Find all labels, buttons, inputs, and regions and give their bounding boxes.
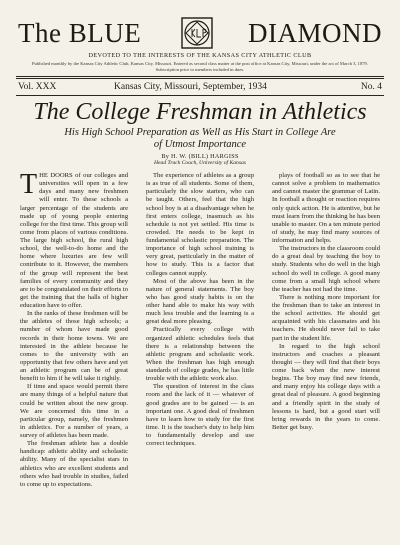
divider <box>16 78 384 79</box>
paragraph: In regard to the high school instructors and coaches a pleasant thought — they will find that their boys come back when the new interest begins. The boy may find new friends, and many enjoy his college days with a great deal of pleasure. A good beginning and a friendly spirit in the study of lessons is hard, but a good start will bring rewards in the years to come. Better get busy. <box>272 342 380 431</box>
paragraph: The freshman athlete has a double handicap: athletic ability and scholastic ability. Many of the specialist stars in athletics who are excellent students and others who had trouble in studies, failed to come up to expectations. <box>20 440 128 488</box>
article-title: The College Freshman in Athletics <box>33 99 367 125</box>
paragraph: The experience of athletes as a group is as true of all students. Some of them, particularly the slow starters, who can be taught. Others, feel that the high school boy is at a disadvantage when he first enters college, inasmuch as his schedule is not yet settled. His time is crowded. He needs to be kept in fundamental scholastic preparation. The importance of high school training is very great, particularly in the matter of how to study. This is a factor that colleges cannot supply. <box>146 172 254 277</box>
paragraph: The question of interest in the class room and the lack of it — whatever of good grades are to be gained — is an important one. A good deal of freshmen have to learn how to study for the first time. It is the teacher's duty to help him to fundamentally develop and use correct techniques. <box>146 383 254 448</box>
masthead-title-right: DIAMOND <box>248 18 382 48</box>
paragraph: plays of football so as to see that he cannot solve a problem in mathematics and cannot master the grammar of Latin. In football a thought or reaction requires only quick action. He is attentive, but he must learn from the thinking he has been unable to master. On a ten minute period of study, he may find many sources of information and helps. <box>272 172 380 244</box>
article-column-3 <box>272 172 380 538</box>
paragraph: If time and space would permit there are many things of a helpful nature that could be written about the new group. We are concerned this time in a particular group, namely, the freshmen in athletics. For a number of years, a survey of athletes has been made. <box>20 383 128 439</box>
masthead <box>18 16 382 50</box>
paragraph: There is nothing more important for the freshman than to take an interest in the school activities. He should get acquainted with his classmates and his teachers. He should never fail to take part in the student life. <box>272 293 380 342</box>
divider <box>16 95 384 96</box>
paragraph: In the ranks of these freshmen will be the athletes of those high schools; a number of whom have made good records in their home towns. We are interested in the athlete because he comes to the university with an opportunity that few others have and yet an athletic program can be of great benefit to him if he will take it rightly. <box>20 310 128 383</box>
publication-note: Published monthly by the Kansas City Athletic Club, Kansas City, Missouri. Entered as second class matter at the post office at Kansas City, Missouri, under the act of March 3, 1879. Subscription price to members included in dues. <box>31 61 368 72</box>
article-column-1 <box>20 172 128 538</box>
article-subtitle: His High School Preparation as Well as His Start in College Are of Utmost Importance <box>64 127 336 150</box>
issue-number: No. 4 <box>360 82 382 92</box>
article-column-2 <box>146 172 254 538</box>
paragraph: The instructors in the classroom could do a great deal by teaching the boy to study. Students who do well in the high school do well in college. A good many come from a small high school where the teacher has not had the time. <box>272 245 380 293</box>
byline-role: Head Track Coach, University of Kansas <box>154 160 246 166</box>
dedication-line: DEVOTED TO THE INTERESTS OF THE KANSAS CITY ATHLETIC CLUB <box>88 52 312 59</box>
paragraph: Most of the above has been in the nature of general statements. The boy who has good study habits is on the other hand able to make his way with much less trouble and the learning is a great deal more pleasing. <box>146 277 254 326</box>
paragraph: THE DOORS of our colleges and universities will open in a few days and many new freshmen will enter. To these schools a larger percentage of the students are made up of young people entering college for the first time. This group will come from places of various conditions. The large high school, the rural high school, the well-to-do home and the home where luxuries are few will contribute to it. However, the members of the group will represent the best families of every community and they are to be congratulated on their efforts to get the training that the halls of higher education have to offer. <box>20 172 128 309</box>
diamond-logo-icon <box>180 16 214 50</box>
issue-line <box>18 82 382 94</box>
drop-cap: T <box>20 172 38 200</box>
divider <box>16 76 384 77</box>
byline: By H. W. (BILL) HARGISS <box>161 153 239 160</box>
paragraph: Practically every college with organized athletic schedules feels that there is a relationship between the athletic program and scholastic work. When the freshman has high enough standards of college grades, he has little trouble with the athletic work also. <box>146 326 254 383</box>
masthead-title-left: The BLUE <box>18 18 142 48</box>
place-date: Kansas City, Missouri, September, 1934 <box>114 82 267 92</box>
volume: Vol. XXX <box>18 82 57 92</box>
